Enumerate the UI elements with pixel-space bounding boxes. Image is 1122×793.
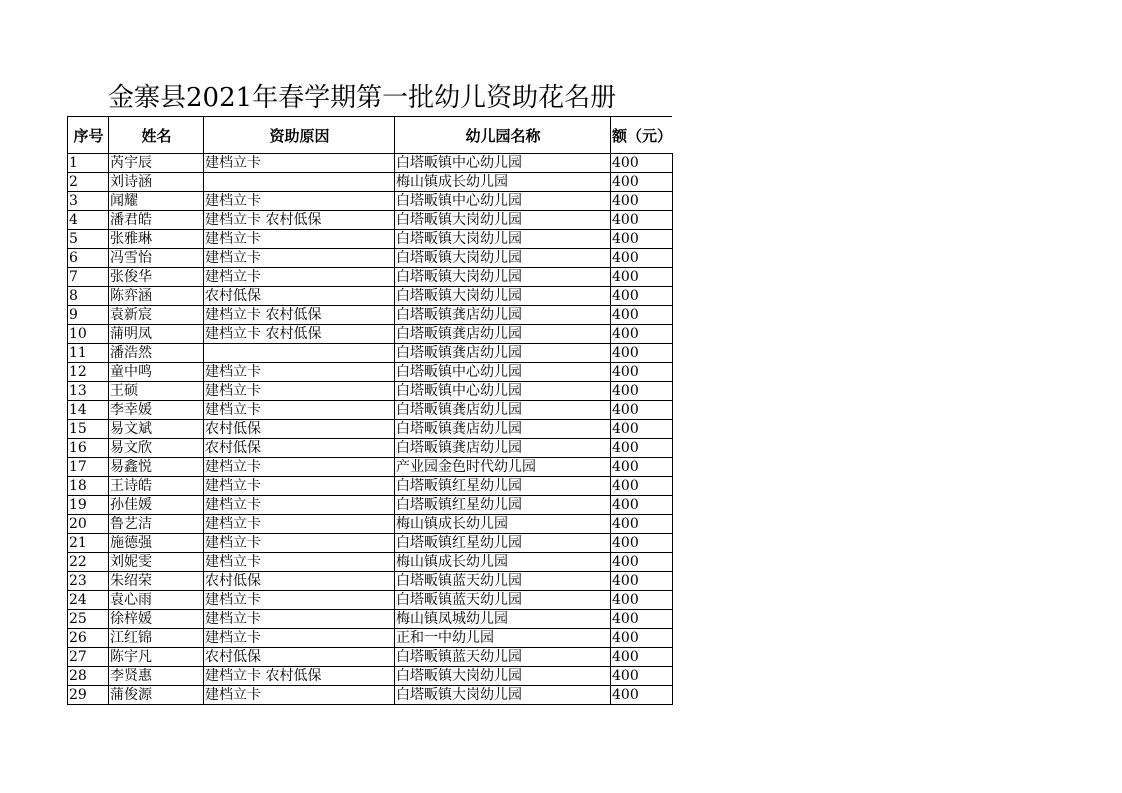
cell-reason [204, 344, 395, 363]
table-row [68, 458, 673, 477]
cell-name: 芮宇辰 [109, 154, 204, 173]
cell-reason: 建档立卡 [204, 477, 395, 496]
cell-name: 童中鸣 [109, 363, 204, 382]
cell-kindergarten: 白塔畈镇中心幼儿园 [395, 382, 611, 401]
cell-kindergarten: 白塔畈镇大岗幼儿园 [395, 268, 611, 287]
cell-kindergarten: 白塔畈镇龚店幼儿园 [395, 325, 611, 344]
cell-index: 29 [68, 686, 109, 705]
cell-kindergarten: 白塔畈镇大岗幼儿园 [395, 230, 611, 249]
table-row [68, 325, 673, 344]
cell-reason: 建档立卡 [204, 610, 395, 629]
cell-index: 26 [68, 629, 109, 648]
cell-index: 16 [68, 439, 109, 458]
cell-name: 徐梓媛 [109, 610, 204, 629]
header-row [68, 117, 673, 154]
table-row [68, 211, 673, 230]
table-row [68, 268, 673, 287]
table-row [68, 591, 673, 610]
cell-name: 刘诗涵 [109, 173, 204, 192]
cell-kindergarten: 白塔畈镇蓝天幼儿园 [395, 591, 611, 610]
roster-table [67, 116, 673, 705]
cell-name: 鲁艺洁 [109, 515, 204, 534]
cell-amount: 400 [611, 363, 673, 382]
table-row [68, 496, 673, 515]
table-row [68, 439, 673, 458]
cell-index: 14 [68, 401, 109, 420]
cell-index: 18 [68, 477, 109, 496]
cell-amount: 400 [611, 401, 673, 420]
table-row [68, 477, 673, 496]
cell-reason: 建档立卡 [204, 268, 395, 287]
cell-kindergarten: 白塔畈镇中心幼儿园 [395, 192, 611, 211]
cell-index: 20 [68, 515, 109, 534]
cell-index: 17 [68, 458, 109, 477]
cell-reason: 建档立卡 [204, 515, 395, 534]
cell-kindergarten: 白塔畈镇中心幼儿园 [395, 154, 611, 173]
cell-reason: 建档立卡 [204, 192, 395, 211]
cell-reason: 建档立卡 [204, 401, 395, 420]
cell-amount: 400 [611, 268, 673, 287]
cell-index: 1 [68, 154, 109, 173]
header-amount: 额（元） [611, 117, 673, 154]
table-row [68, 344, 673, 363]
cell-name: 易文欣 [109, 439, 204, 458]
cell-name: 李贤惠 [109, 667, 204, 686]
table-row [68, 230, 673, 249]
cell-amount: 400 [611, 382, 673, 401]
cell-reason: 农村低保 [204, 287, 395, 306]
cell-name: 王诗皓 [109, 477, 204, 496]
table-row [68, 553, 673, 572]
cell-reason: 建档立卡 农村低保 [204, 306, 395, 325]
table-row [68, 572, 673, 591]
cell-index: 21 [68, 534, 109, 553]
cell-reason: 建档立卡 [204, 363, 395, 382]
cell-name: 张雅琳 [109, 230, 204, 249]
cell-index: 12 [68, 363, 109, 382]
cell-kindergarten: 白塔畈镇中心幼儿园 [395, 363, 611, 382]
cell-amount: 400 [611, 344, 673, 363]
table-body [68, 154, 673, 705]
cell-index: 25 [68, 610, 109, 629]
cell-reason: 建档立卡 [204, 553, 395, 572]
table-row [68, 648, 673, 667]
cell-name: 张俊华 [109, 268, 204, 287]
table-row [68, 287, 673, 306]
cell-amount: 400 [611, 306, 673, 325]
cell-kindergarten: 白塔畈镇红星幼儿园 [395, 496, 611, 515]
page-title: 金寨县2021年春学期第一批幼儿资助花名册 [108, 83, 617, 113]
cell-name: 袁心雨 [109, 591, 204, 610]
cell-amount: 400 [611, 173, 673, 192]
cell-index: 9 [68, 306, 109, 325]
cell-reason: 建档立卡 [204, 629, 395, 648]
table-row [68, 610, 673, 629]
cell-reason: 建档立卡 [204, 382, 395, 401]
cell-name: 李幸媛 [109, 401, 204, 420]
cell-index: 28 [68, 667, 109, 686]
cell-name: 冯雪怡 [109, 249, 204, 268]
cell-kindergarten: 白塔畈镇大岗幼儿园 [395, 686, 611, 705]
table-row [68, 173, 673, 192]
table-row [68, 629, 673, 648]
cell-kindergarten: 梅山镇成长幼儿园 [395, 553, 611, 572]
table-row [68, 534, 673, 553]
cell-amount: 400 [611, 287, 673, 306]
cell-kindergarten: 白塔畈镇龚店幼儿园 [395, 439, 611, 458]
cell-name: 袁新宸 [109, 306, 204, 325]
cell-reason: 建档立卡 [204, 591, 395, 610]
cell-name: 潘君皓 [109, 211, 204, 230]
cell-reason: 农村低保 [204, 439, 395, 458]
table-row [68, 306, 673, 325]
table-row [68, 363, 673, 382]
cell-amount: 400 [611, 230, 673, 249]
table-row [68, 382, 673, 401]
cell-amount: 400 [611, 458, 673, 477]
cell-reason: 建档立卡 [204, 230, 395, 249]
table-header [68, 117, 673, 154]
cell-index: 7 [68, 268, 109, 287]
cell-index: 11 [68, 344, 109, 363]
cell-name: 陈宇凡 [109, 648, 204, 667]
cell-index: 22 [68, 553, 109, 572]
header-index: 序号 [68, 117, 109, 154]
cell-index: 5 [68, 230, 109, 249]
cell-name: 陈弈涵 [109, 287, 204, 306]
table-row [68, 154, 673, 173]
cell-amount: 400 [611, 686, 673, 705]
cell-index: 10 [68, 325, 109, 344]
cell-name: 孙佳媛 [109, 496, 204, 515]
cell-reason: 建档立卡 农村低保 [204, 211, 395, 230]
cell-name: 蒲明凤 [109, 325, 204, 344]
cell-index: 3 [68, 192, 109, 211]
cell-name: 潘浩然 [109, 344, 204, 363]
table-row [68, 420, 673, 439]
cell-amount: 400 [611, 534, 673, 553]
cell-reason: 建档立卡 [204, 534, 395, 553]
cell-reason: 农村低保 [204, 572, 395, 591]
cell-kindergarten: 梅山镇成长幼儿园 [395, 515, 611, 534]
cell-amount: 400 [611, 439, 673, 458]
cell-name: 朱绍荣 [109, 572, 204, 591]
cell-index: 24 [68, 591, 109, 610]
cell-amount: 400 [611, 477, 673, 496]
cell-amount: 400 [611, 192, 673, 211]
cell-index: 8 [68, 287, 109, 306]
cell-reason: 建档立卡 农村低保 [204, 667, 395, 686]
header-reason: 资助原因 [204, 117, 395, 154]
cell-amount: 400 [611, 515, 673, 534]
table-row [68, 401, 673, 420]
cell-amount: 400 [611, 591, 673, 610]
cell-amount: 400 [611, 648, 673, 667]
cell-kindergarten: 正和一中幼儿园 [395, 629, 611, 648]
cell-kindergarten: 白塔畈镇大岗幼儿园 [395, 667, 611, 686]
table-row [68, 249, 673, 268]
cell-reason: 建档立卡 [204, 686, 395, 705]
cell-kindergarten: 白塔畈镇龚店幼儿园 [395, 401, 611, 420]
header-name: 姓名 [109, 117, 204, 154]
table-row [68, 192, 673, 211]
table-row [68, 515, 673, 534]
cell-reason: 建档立卡 农村低保 [204, 325, 395, 344]
cell-kindergarten: 梅山镇凤城幼儿园 [395, 610, 611, 629]
cell-kindergarten: 白塔畈镇大岗幼儿园 [395, 249, 611, 268]
cell-index: 4 [68, 211, 109, 230]
cell-reason: 建档立卡 [204, 154, 395, 173]
cell-amount: 400 [611, 496, 673, 515]
table-row [68, 686, 673, 705]
cell-reason [204, 173, 395, 192]
cell-amount: 400 [611, 154, 673, 173]
header-kindergarten: 幼儿园名称 [395, 117, 611, 154]
cell-kindergarten: 白塔畈镇红星幼儿园 [395, 534, 611, 553]
cell-index: 23 [68, 572, 109, 591]
cell-amount: 400 [611, 420, 673, 439]
cell-amount: 400 [611, 610, 673, 629]
cell-amount: 400 [611, 553, 673, 572]
cell-name: 蒲俊源 [109, 686, 204, 705]
cell-index: 27 [68, 648, 109, 667]
cell-kindergarten: 白塔畈镇龚店幼儿园 [395, 306, 611, 325]
cell-kindergarten: 白塔畈镇红星幼儿园 [395, 477, 611, 496]
cell-kindergarten: 白塔畈镇大岗幼儿园 [395, 211, 611, 230]
cell-reason: 农村低保 [204, 648, 395, 667]
cell-index: 13 [68, 382, 109, 401]
cell-reason: 建档立卡 [204, 496, 395, 515]
cell-name: 王硕 [109, 382, 204, 401]
cell-index: 6 [68, 249, 109, 268]
cell-index: 2 [68, 173, 109, 192]
cell-name: 易鑫悦 [109, 458, 204, 477]
cell-amount: 400 [611, 629, 673, 648]
cell-name: 施德强 [109, 534, 204, 553]
cell-name: 江红锦 [109, 629, 204, 648]
cell-kindergarten: 白塔畈镇龚店幼儿园 [395, 344, 611, 363]
cell-name: 刘妮雯 [109, 553, 204, 572]
cell-kindergarten: 产业园金色时代幼儿园 [395, 458, 611, 477]
cell-reason: 建档立卡 [204, 458, 395, 477]
cell-kindergarten: 白塔畈镇蓝天幼儿园 [395, 648, 611, 667]
cell-amount: 400 [611, 667, 673, 686]
cell-kindergarten: 白塔畈镇蓝天幼儿园 [395, 572, 611, 591]
cell-reason: 农村低保 [204, 420, 395, 439]
table-row [68, 667, 673, 686]
cell-index: 19 [68, 496, 109, 515]
cell-amount: 400 [611, 572, 673, 591]
cell-amount: 400 [611, 325, 673, 344]
cell-kindergarten: 白塔畈镇龚店幼儿园 [395, 420, 611, 439]
cell-name: 闻耀 [109, 192, 204, 211]
cell-name: 易文斌 [109, 420, 204, 439]
cell-amount: 400 [611, 249, 673, 268]
cell-kindergarten: 白塔畈镇大岗幼儿园 [395, 287, 611, 306]
cell-index: 15 [68, 420, 109, 439]
cell-amount: 400 [611, 211, 673, 230]
cell-kindergarten: 梅山镇成长幼儿园 [395, 173, 611, 192]
cell-reason: 建档立卡 [204, 249, 395, 268]
